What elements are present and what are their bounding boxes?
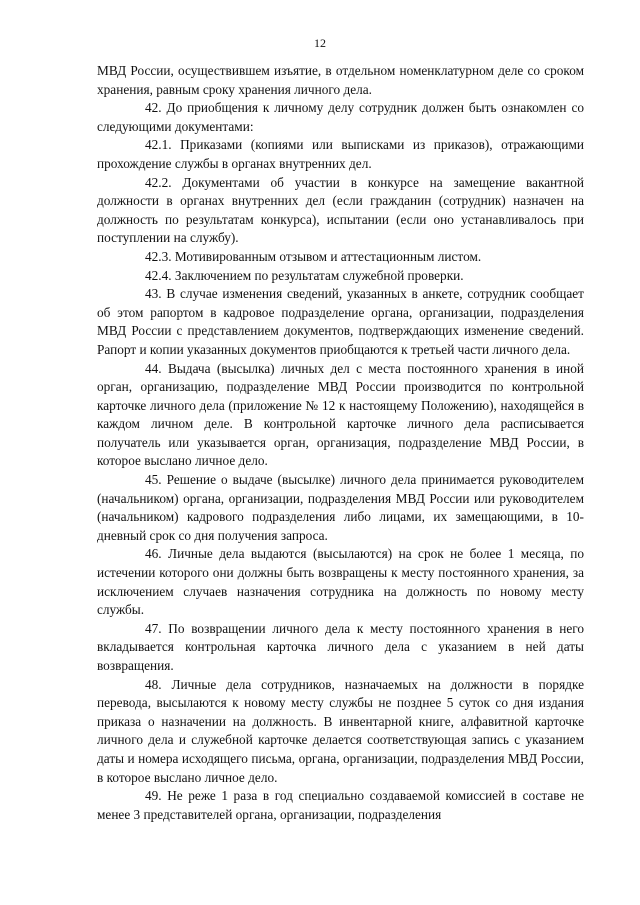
paragraph-48: 48. Личные дела сотрудников, назначаемых на должности в порядке перевода, высылаются к новому месту службы не позднее 5 суток со дня издания приказа о назначении на должность. В инвентарной книге, алфавитной карточке личного дела и служебной карточке делается соответствующая запись с указанием даты и номера исходящего письма, органа, организации, подразделения МВД России, в которое выслано личное дело. (97, 676, 584, 785)
paragraph-49: 49. Не реже 1 раза в год специально создаваемой комиссией в составе не менее 3 представителей органа, организации, подразделения (97, 788, 584, 822)
paragraph-42-4: 42.4. Заключением по результатам служебной проверки. (145, 267, 464, 283)
paragraph-42: 42. До приобщения к личному делу сотрудник должен быть ознакомлен со следующими документами: (97, 100, 584, 134)
paragraph-47: 47. По возвращении личного дела к месту постоянного хранения в него вкладывается контрольная карточка личного дела с указанием в ней даты возвращения. (97, 620, 584, 673)
page-number: 12 (314, 36, 326, 50)
paragraph-42-1: 42.1. Приказами (копиями или выписками из приказов), отражающими прохождение службы в органах внутренних дел. (97, 137, 584, 171)
paragraph-42-3: 42.3. Мотивированным отзывом и аттестационным листом. (145, 248, 482, 264)
paragraph-44: 44. Выдача (высылка) личных дел с места постоянного хранения в иной орган, организацию, подразделение МВД России производится по контрольной карточке личного дела (приложение № 12 к настоящему Положению), находящейся в каждом личном деле. В контрольной карточке личного дела расписывается получатель или указывается орган, организация, подразделение МВД России, в которое выслано личное дело. (97, 360, 584, 469)
paragraph-42-2: 42.2. Документами об участии в конкурсе на замещение вакантной должности в органах внутренних дел (если гражданин (сотрудник) назначен на должность по результатам конкурса), испытании (если оно устанавливалось при поступлении на службу). (97, 174, 584, 246)
paragraph-46: 46. Личные дела выдаются (высылаются) на срок не более 1 месяца, по истечении которого они должны быть возвращены к месту постоянного хранения, за исключением случаев назначения сотрудника на должность по новому месту службы. (97, 546, 584, 618)
paragraph-continuation: МВД России, осуществившем изъятие, в отдельном номенклатурном деле со сроком хранения, равным сроку хранения личного дела. (97, 63, 584, 97)
paragraph-43: 43. В случае изменения сведений, указанных в анкете, сотрудник сообщает об этом рапортом в кадровое подразделение органа, организации, подразделения МВД России с представлением документов, подтверждающих изменение сведений. Рапорт и копии указанных документов приобщаются к третьей части личного дела. (97, 286, 584, 357)
document-body (97, 62, 584, 824)
paragraph-45: 45. Решение о выдаче (высылке) личного дела принимается руководителем (начальником) органа, организации, подразделения МВД России или руководителем (начальником) кадрового подразделения либо лицами, их замещающими, в 10-дневный срок со дня получения запроса. (97, 472, 584, 543)
